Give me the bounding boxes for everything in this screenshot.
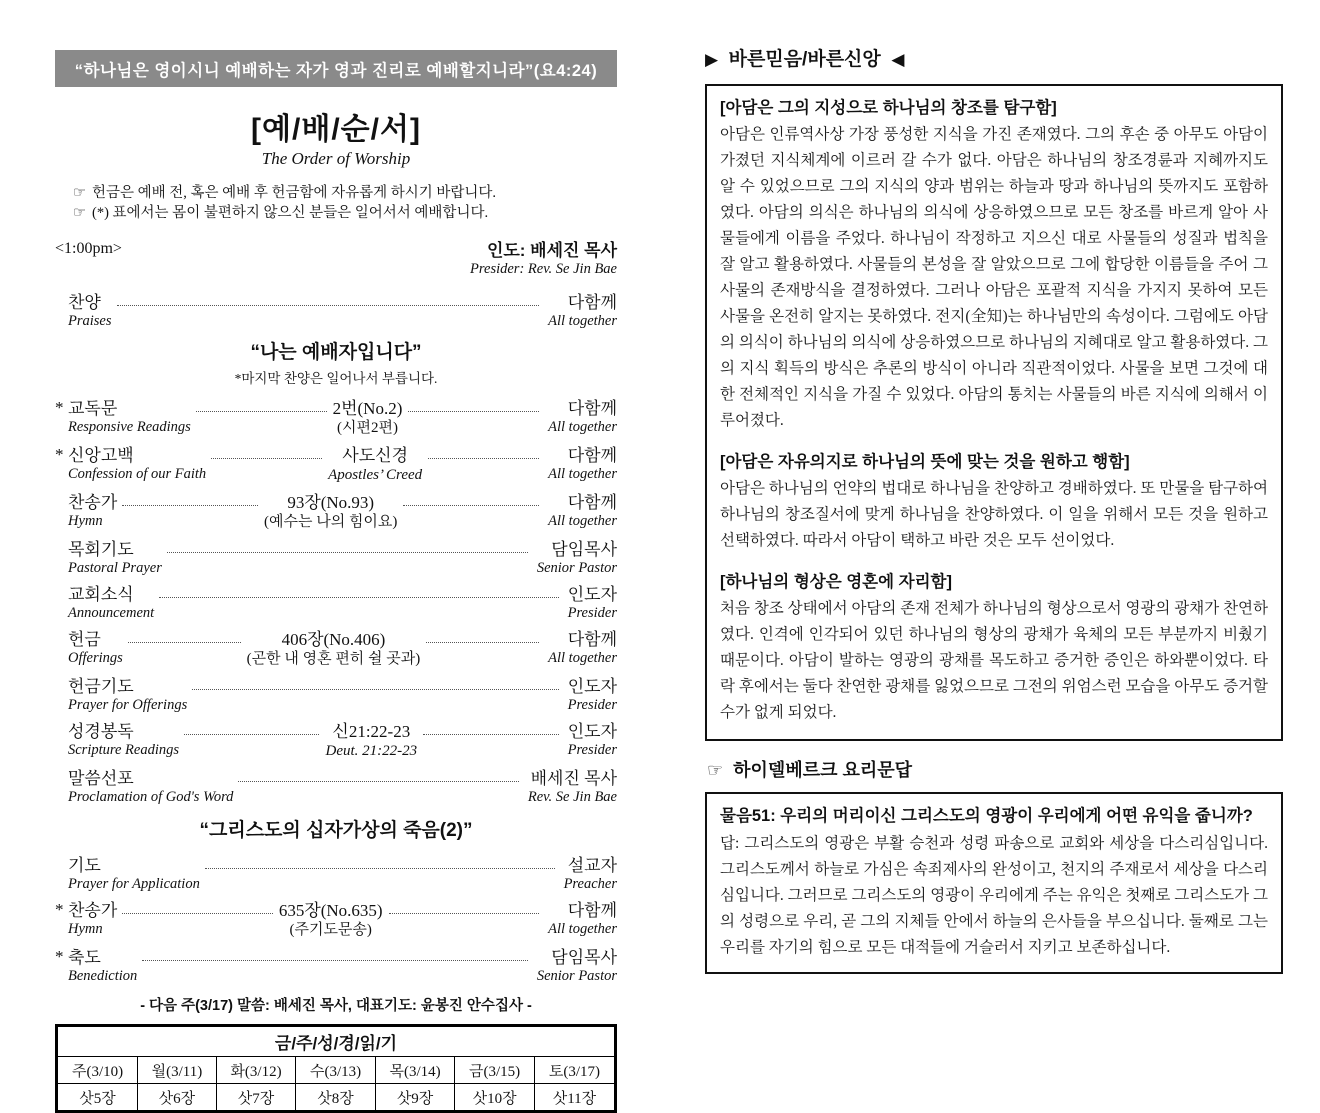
order-item-value-line2: (곤한 내 영혼 편히 쉴 곳과) — [246, 651, 421, 667]
order-item-who-english: All together — [548, 419, 617, 435]
dotted-leader — [408, 398, 539, 412]
order-item-leader-area — [154, 584, 563, 598]
table-chapter-cell: 삿8장 — [296, 1084, 376, 1112]
dotted-leader — [167, 539, 528, 553]
order-item-label — [55, 855, 200, 893]
order-item-leader-area — [187, 676, 563, 690]
order-item-label — [55, 900, 117, 938]
doctrine-section-body: 처음 창조 상태에서 아담의 존재 전체가 하나님의 형상으로서 영광의 광채가 찬연하였다. 인격에 인각되어 있던 하나님의 형상의 광채가 육체의 모든 부분까지 비췄기 때문이다. 아담이 발하는 영광의 광채를 목도하고 증거한 증인은 하와뿐이었다. 타락 후에서는 둘다 찬연한 광채를 잃었으므로 그전의 위엄스런 모습을 아무도 증거할 수가 없게 되었다. — [720, 600, 1268, 721]
dotted-leader — [142, 947, 528, 961]
order-item-who — [533, 947, 617, 985]
table-day-cell: 금(3/15) — [455, 1057, 535, 1084]
order-item-label — [55, 676, 187, 714]
dotted-leader — [122, 900, 273, 914]
order-item-who-english: Rev. Se Jin Bae — [527, 789, 617, 805]
order-item-who-korean: 다함께 — [567, 399, 617, 418]
table-chapter-cell: 삿9장 — [375, 1084, 455, 1112]
order-item-label — [55, 492, 117, 530]
table-days-row — [57, 1057, 616, 1084]
order-row — [55, 676, 617, 714]
order-item-korean: 축도 — [68, 948, 101, 967]
order-item-value — [246, 629, 422, 669]
order-item-label — [55, 629, 123, 667]
order-row — [55, 768, 617, 806]
order-item-value — [324, 721, 418, 761]
order-item-who — [544, 398, 617, 436]
order-row — [55, 900, 617, 940]
order-item-label — [55, 445, 206, 483]
order-item-korean: 찬송가 — [68, 493, 118, 512]
order-item-who — [564, 721, 617, 759]
catechism-question: 물음51: 우리의 머리이신 그리스도의 영광이 우리에게 어떤 유익을 줍니까? — [720, 807, 1253, 825]
note-standing — [73, 203, 617, 223]
doctrine-section-title: [아담은 그의 지성으로 하나님의 창조를 탐구함] — [720, 99, 1057, 117]
note-offering — [73, 183, 617, 203]
praise-song-title: “나는 예배자입니다” — [250, 342, 422, 363]
table-chapter-cell: 삿5장 — [57, 1084, 138, 1112]
catechism-heading — [707, 756, 1283, 782]
presider-block — [470, 236, 617, 278]
table-chapter-cell: 삿11장 — [534, 1084, 615, 1112]
order-item-who — [544, 629, 617, 667]
dotted-leader — [184, 721, 319, 735]
order-item-label — [55, 398, 191, 436]
doctrine-heading — [705, 44, 1283, 71]
table-day-cell: 월(3/11) — [138, 1057, 217, 1084]
order-item-value-line2: Apostles’ Creed — [328, 467, 423, 483]
order-item-who-english: Presider — [567, 605, 617, 621]
order-item-value — [278, 900, 384, 940]
table-title: 금/주/성/경/읽/기 — [57, 1026, 616, 1057]
standing-asterisk: * — [55, 947, 64, 966]
standing-asterisk: * — [55, 900, 64, 919]
doctrine-section-title: [아담은 자유의지로 하나님의 뜻에 맞는 것을 원하고 행함] — [720, 453, 1130, 471]
order-item-who — [544, 492, 617, 530]
order-item-leader-area — [112, 292, 545, 306]
order-item-leader-area — [206, 445, 544, 485]
order-item-leader-area — [162, 539, 533, 553]
order-item-english: Scripture Readings — [68, 742, 180, 758]
order-item-who — [524, 768, 617, 806]
standing-asterisk: * — [55, 445, 64, 464]
order-item-korean: 말씀선포 — [68, 769, 134, 788]
service-time: <1:00pm> — [55, 240, 122, 257]
dotted-leader — [128, 629, 241, 643]
catechism-box — [705, 792, 1283, 974]
dotted-leader — [159, 584, 558, 598]
order-item-who-english: All together — [548, 313, 617, 329]
dotted-leader — [196, 398, 327, 412]
order-item-who-english: All together — [548, 650, 617, 666]
order-item-english: Announcement — [68, 605, 155, 621]
order-item-who-korean: 인도자 — [567, 585, 617, 604]
doctrine-section-body: 아담은 하나님의 언약의 법대로 하나님을 찬양하고 경배하였다. 또 만물을 탐구하여 하나님의 창조질서에 맞게 하나님을 찬양하였다. 이 일을 위해서 모든 것을 원하고 선택하였다. 따라서 아담이 택하고 바란 것은 모두 선이었다. — [720, 480, 1268, 549]
worship-notes — [73, 183, 617, 223]
order-item-korean: 헌금 — [68, 630, 101, 649]
praise-note: *마지막 찬양은 일어나서 부릅니다. — [234, 371, 438, 386]
doctrine-box — [705, 84, 1283, 741]
order-item-who-korean: 인도자 — [567, 677, 617, 696]
order-item-value — [327, 445, 423, 485]
table-chapter-cell: 삿7장 — [216, 1084, 296, 1112]
dotted-leader — [192, 676, 558, 690]
doctrine-section-title: [하나님의 형상은 영혼에 자리함] — [720, 573, 952, 591]
order-item-who — [544, 445, 617, 483]
order-item-label — [55, 584, 154, 622]
order-row — [55, 539, 617, 577]
order-item-who — [564, 676, 617, 714]
order-item-korean: 목회기도 — [68, 540, 134, 559]
order-of-worship-column — [55, 50, 617, 1113]
note-text: (*) 표에서는 몸이 불편하지 않으신 분들은 일어서서 예배합니다. — [92, 205, 489, 221]
order-row — [55, 629, 617, 669]
order-item-leader-area — [137, 947, 533, 961]
order-row — [55, 445, 617, 485]
order-item-who-korean: 다함께 — [567, 630, 617, 649]
table-day-cell: 주(3/10) — [57, 1057, 138, 1084]
presider-korean: 인도: 배세진 목사 — [486, 241, 617, 260]
order-item-english: Pastoral Prayer — [68, 560, 162, 576]
order-item-korean: 헌금기도 — [68, 677, 134, 696]
order-item-label — [55, 721, 179, 759]
order-item-korean: 찬송가 — [68, 901, 118, 920]
pointing-hand-icon: ☞ — [73, 205, 86, 221]
order-item-value-line1: 635장(No.635) — [278, 901, 383, 920]
order-item-who-korean: 설교자 — [567, 856, 617, 875]
order-item-who-korean: 다함께 — [567, 293, 617, 312]
order-item-leader-area — [123, 629, 544, 669]
order-item-who-korean: 담임목사 — [551, 948, 617, 967]
order-item-english: Hymn — [68, 513, 103, 529]
verse-banner: “하나님은 영이시니 예배하는 자가 영과 진리로 예배할지니라”(요4:24) — [55, 50, 617, 87]
order-row — [55, 947, 617, 985]
order-item-value-line1: 사도신경 — [342, 446, 408, 465]
table-day-cell: 목(3/14) — [375, 1057, 455, 1084]
order-item-value-line1: 93장(No.93) — [287, 493, 375, 512]
catechism-answer: 답: 그리스도의 영광은 부활 승천과 성령 파송으로 교회와 세상을 다스리심입니다. 그리스도께서 하늘로 가심은 속죄제사의 완성이고, 천지의 주재로서 세상을 다스리심입니다. 그러므로 그리스도의 영광이 우리에게 주는 유익은 첫째로 그리스도가 그의 성령으로 우리, 곧 그의 지체들 안에서 하늘의 은사들을 부으십니다. 둘째로 그는 우리를 자기의 힘으로 모든 대적들에 거슬러서 지키고 보존하십니다. — [720, 835, 1268, 956]
order-item-leader-area — [179, 721, 564, 761]
order-item-who — [533, 539, 617, 577]
order-row — [55, 398, 617, 438]
order-item-who-korean: 다함께 — [567, 901, 617, 920]
order-item-who-english: All together — [548, 466, 617, 482]
dotted-leader — [205, 855, 555, 869]
page-subtitle: The Order of Worship — [261, 149, 411, 168]
order-item-value-line1: 406장(No.406) — [281, 630, 386, 649]
next-week-note: - 다음 주(3/17) 말씀: 배세진 목사, 대표기도: 윤봉진 안수집사 - — [140, 998, 532, 1014]
order-item-who-english: Senior Pastor — [536, 968, 617, 984]
order-item-korean: 교회소식 — [68, 585, 134, 604]
catechism-heading-text: 하이델베르크 요리문답 — [733, 760, 913, 780]
doctrine-section — [720, 449, 1268, 554]
order-item-label — [55, 947, 137, 985]
order-item-korean: 기도 — [68, 856, 101, 875]
note-text: 헌금은 예배 전, 혹은 예배 후 헌금함에 자유롭게 하시기 바랍니다. — [92, 185, 497, 201]
order-item-leader-area — [117, 900, 544, 940]
order-item-value-line2: (예수는 나의 힘이요) — [264, 514, 398, 530]
dotted-leader — [403, 492, 539, 506]
doctrine-column — [705, 42, 1283, 974]
dotted-leader — [389, 900, 540, 914]
order-item-english: Confession of our Faith — [68, 466, 207, 482]
order-list-after-sermon — [55, 855, 617, 985]
order-item-value — [263, 492, 398, 532]
order-item-korean: 교독문 — [68, 399, 118, 418]
order-item-who-korean: 다함께 — [567, 446, 617, 465]
dotted-leader — [426, 629, 539, 643]
order-item-who-korean: 담임목사 — [551, 540, 617, 559]
presider-english: Presider: Rev. Se Jin Bae — [470, 261, 617, 277]
order-item-who-korean: 배세진 목사 — [530, 769, 617, 788]
order-list-before-sermon — [55, 292, 617, 806]
order-item-value-line1: 2번(No.2) — [332, 399, 403, 418]
order-item-english: Praises — [68, 313, 112, 329]
triangle-right-icon: ▶ — [705, 50, 719, 69]
order-item-value — [332, 398, 404, 438]
standing-asterisk: * — [55, 398, 64, 417]
dotted-leader — [122, 492, 258, 506]
order-item-korean: 신앙고백 — [68, 446, 134, 465]
order-item-who-english: Preacher — [563, 876, 617, 892]
order-item-korean: 찬양 — [68, 293, 101, 312]
doctrine-section-body: 아담은 인류역사상 가장 풍성한 지식을 가진 존재였다. 그의 후손 중 아무도 아담이 가졌던 지식체계에 이르러 갈 수가 없다. 아담은 하나님의 창조경륜과 지혜까지도 알 수 있었으므로 그의 지식의 양과 범위는 하늘과 땅과 하나님의 뜻까지도 포함하였다. 아담의 의식은 하나님의 의식에 상응하였으므로 모든 창조를 바르게 알아 사물들에게 이름을 주었다. 하나님이 작정하고 지으신 대로 사물들의 성질과 법칙을 잘 알고 활용하였다. 사물들의 본성을 잘 알았으므로 그에 합당한 이름들을 주어 그 사물의 존재방식을 결정하였다. 그러나 아담은 포괄적 지식을 가지지 못하여 모든 사물을 온전히 알지는 못하였다. 전지(全知)는 하나님만의 속성이다. 그럼에도 아담의 의식이 하나님의 의식에 상응하였으므로 하나님의 지혜대로 알고 활용하였다. 그의 지식 획득의 방식은 추론의 방식이 아니라 직관적이었다. 사물을 보면 그것에 대한 전체적인 지식을 가질 수 있었다. 아담의 통치는 사물들의 바른 지식에 의해서 이루어졌다. — [720, 126, 1268, 429]
order-item-who — [560, 855, 617, 893]
order-item-value-line2: Deut. 21:22-23 — [325, 743, 418, 759]
order-item-who-english: Senior Pastor — [536, 560, 617, 576]
order-item-who-english: All together — [548, 513, 617, 529]
order-item-english: Prayer for Application — [68, 876, 200, 892]
table-chapters-row — [57, 1084, 616, 1112]
order-item-who — [544, 900, 617, 938]
order-item-who-english: All together — [548, 921, 617, 937]
order-item-leader-area — [117, 492, 544, 532]
order-row — [55, 292, 617, 330]
order-item-who-english: Presider — [567, 742, 617, 758]
order-item-value-line2: (시편2편) — [337, 420, 398, 436]
order-row — [55, 721, 617, 761]
pointing-hand-icon: ☞ — [73, 185, 86, 201]
dotted-leader — [423, 721, 558, 735]
table-chapter-cell: 삿10장 — [455, 1084, 535, 1112]
order-item-who — [564, 584, 617, 622]
order-item-english: Hymn — [68, 921, 103, 937]
order-item-english: Offerings — [68, 650, 123, 666]
order-item-english: Benediction — [68, 968, 138, 984]
doctrine-section — [720, 95, 1268, 434]
dotted-leader — [117, 292, 540, 306]
dotted-leader — [211, 445, 322, 459]
doctrine-heading-text: 바른믿음/바른신앙 — [728, 49, 881, 70]
order-item-who-english: Presider — [567, 697, 617, 713]
table-day-cell: 화(3/12) — [216, 1057, 296, 1084]
order-item-english: Proclamation of God's Word — [68, 789, 234, 805]
order-item-korean: 성경봉독 — [68, 722, 134, 741]
page-title: [예/배/순/서] — [251, 113, 421, 146]
pointing-hand-icon: ☞ — [707, 760, 724, 780]
order-item-who-korean: 인도자 — [567, 722, 617, 741]
dotted-leader — [238, 768, 518, 782]
order-item-label — [55, 539, 162, 577]
order-row — [55, 584, 617, 622]
doctrine-section — [720, 569, 1268, 726]
table-chapter-cell: 삿6장 — [138, 1084, 217, 1112]
presider-row — [55, 236, 617, 278]
order-item-label — [55, 768, 233, 806]
order-item-who-korean: 다함께 — [567, 493, 617, 512]
order-item-leader-area — [200, 855, 560, 869]
order-item-english: Prayer for Offerings — [68, 697, 188, 713]
triangle-left-icon: ◀ — [891, 50, 905, 69]
dotted-leader — [428, 445, 539, 459]
table-day-cell: 토(3/17) — [534, 1057, 615, 1084]
table-day-cell: 수(3/13) — [296, 1057, 376, 1084]
order-item-value-line2: (주기도문송) — [289, 922, 372, 938]
sermon-title: “그리스도의 십자가상의 죽음(2)” — [199, 820, 473, 841]
bible-reading-table — [55, 1024, 617, 1113]
order-item-leader-area — [233, 768, 523, 782]
order-item-english: Responsive Readings — [68, 419, 191, 435]
order-item-leader-area — [191, 398, 544, 438]
order-item-value-line1: 신21:22-23 — [332, 722, 411, 741]
order-item-who — [544, 292, 617, 330]
table-title-row — [57, 1026, 616, 1057]
order-row — [55, 855, 617, 893]
order-item-label — [55, 292, 112, 330]
order-row — [55, 492, 617, 532]
